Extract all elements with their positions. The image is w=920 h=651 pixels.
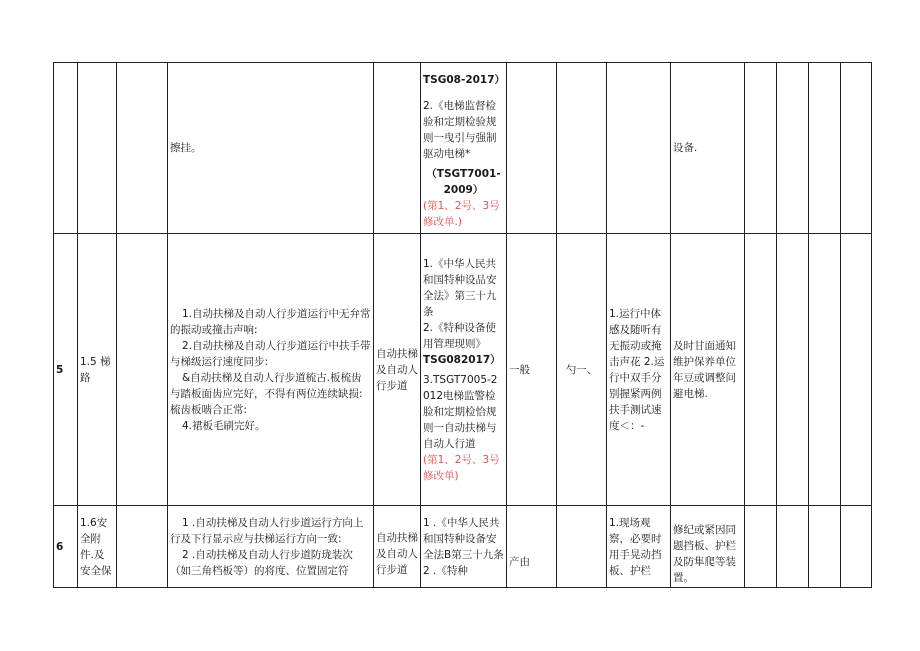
extra-cell: [809, 234, 841, 506]
row-number: [54, 63, 78, 234]
requirement-line: 4.裙板毛刷完好。: [182, 419, 266, 432]
basis-line: 2 .《特种: [423, 564, 468, 577]
class-cell: 勺一、: [557, 234, 607, 506]
basis-line: (第1、2号、3号修改单.): [423, 200, 500, 228]
extra-cell: [809, 63, 841, 234]
table-row: [54, 506, 872, 588]
basis-line: TSG08-2017）: [423, 74, 506, 86]
requirement-cell: [168, 63, 374, 234]
extra-cell: [777, 234, 809, 506]
requirement-cell: [168, 234, 374, 506]
requirement-line: 2.自动扶梯及自动人行步道运行中扶手带与梯级运行速度同步:: [170, 339, 371, 368]
requirement-cell: [168, 506, 374, 588]
method-cell: [607, 63, 671, 234]
type-cell: [507, 63, 557, 234]
extra-cell: [777, 506, 809, 588]
empty-cell: [117, 506, 168, 588]
basis-line: 2.《电梯监督检验和定期检验规则一曳引与强制驱动电梯*: [423, 100, 497, 160]
basis-cell: [421, 234, 507, 506]
item-name: 1.6安全附件.及安全保: [78, 506, 117, 588]
extra-cell: [745, 234, 777, 506]
extra-cell: [841, 234, 872, 506]
extra-cell: [777, 63, 809, 234]
basis-line: 3.TSGT7005-2012电梯监警检脸和定期检恰规则一自动扶梯与自动人行道: [423, 373, 498, 450]
measure-cell: 及时甘面通知维护保养单位年豆或调整问避电梯.: [671, 234, 745, 506]
basis-line: 1 .《中华人民共和国特种设备安全法B第三十九条: [423, 516, 504, 561]
class-cell: [557, 63, 607, 234]
method-cell: 1.运行中体感及随听有无振动或掩击声花 2.运行中双手分别握紧两例扶手测试速度＜：-: [607, 234, 671, 506]
type-cell: 一般: [507, 234, 557, 506]
class-cell: [557, 506, 607, 588]
object-cell: [374, 63, 421, 234]
extra-cell: [809, 506, 841, 588]
requirement-line: 2 .自动扶梯及自动人行步道防珑装次（如三角档板等）的将度、位置固定符: [170, 548, 353, 577]
requirement-line: 擦挂。: [170, 142, 202, 154]
measure-cell: 修纪或紧因同题挡板、护栏及防隼爬等装置。: [671, 506, 745, 588]
inspection-table: [53, 62, 872, 588]
object-cell: 自动扶梯及自动人行步道: [374, 506, 421, 588]
type-cell: 产由: [507, 506, 557, 588]
basis-line: (第1、2号、3号修改单): [423, 453, 500, 482]
extra-cell: [841, 63, 872, 234]
measure-cell: 设备.: [671, 63, 745, 234]
requirement-line: &自动扶梯及自动人行步道梳古.板梳齿与踏板面齿应完好，不得有两位连续缺损:梳齿板啮合正常:: [170, 371, 363, 416]
extra-cell: [841, 506, 872, 588]
item-name: 1.5 梯路: [78, 234, 117, 506]
extra-cell: [745, 63, 777, 234]
requirement-line: 1 .自动扶梯及自动人行步道运行方向上行及下行显示应与扶梯运行方向一致:: [170, 516, 364, 545]
extra-cell: [745, 506, 777, 588]
method-cell: 1.现场观察，必要时用手晃动挡板、护栏: [607, 506, 671, 588]
table-row: [54, 234, 872, 506]
item-name: [78, 63, 117, 234]
row-number: 6: [54, 506, 78, 588]
requirement-line: 1.自动扶梯及自动人行步道运行中无弁常的振动或撞击声响:: [170, 307, 371, 336]
basis-cell: [421, 506, 507, 588]
empty-cell: [117, 63, 168, 234]
empty-cell: [117, 234, 168, 506]
row-number: 5: [54, 234, 78, 506]
basis-line: 1.《中华人民共和国特种设品安全法》第三十九条: [423, 257, 497, 318]
table-row: [54, 63, 872, 234]
basis-line: TSG082017）: [423, 353, 501, 366]
object-cell: 自动扶梯及自动人行步道: [374, 234, 421, 506]
basis-line: 2.《特种设备使用管理现则》: [423, 321, 497, 350]
basis-cell: [421, 63, 507, 234]
basis-line: （TSGT7001-2009）: [426, 168, 501, 196]
